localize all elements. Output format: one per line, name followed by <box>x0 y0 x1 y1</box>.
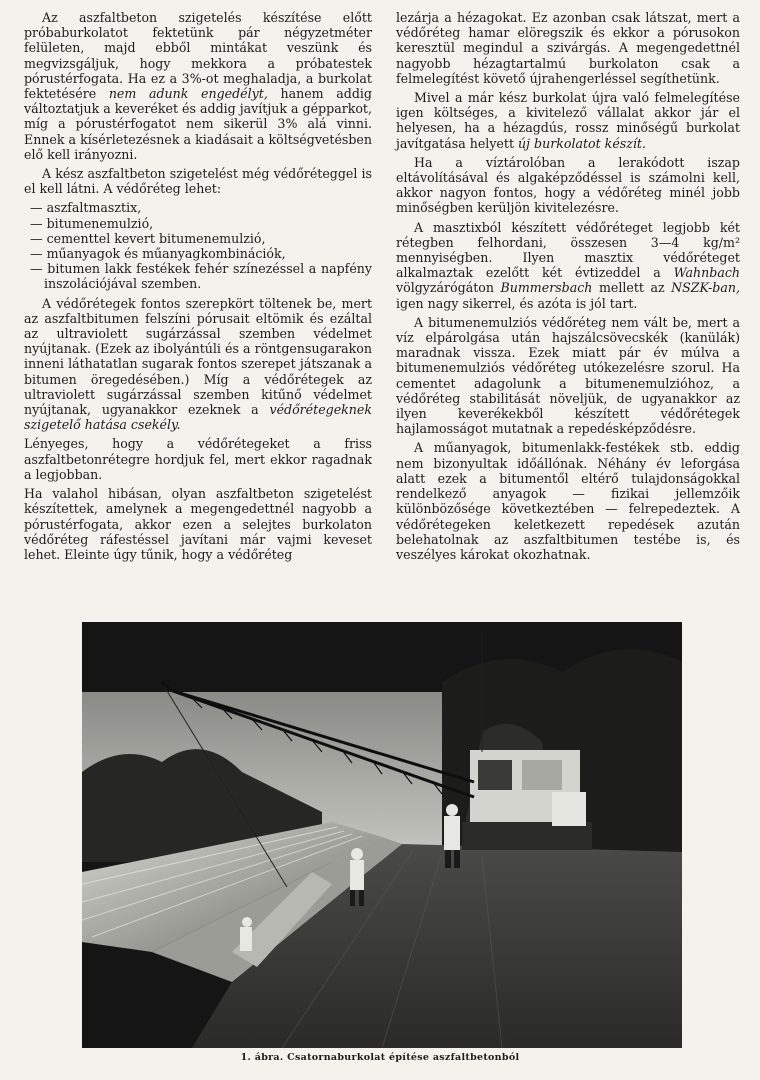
paragraph: Lényeges, hogy a védőrétegeket a friss aszfaltbetonrétegre hordjuk fel, mert ekkor ragadnak a legjobban. <box>24 436 372 482</box>
paragraph: Mivel a már kész burkolat újra való felmelegítése igen költséges, a kivitelező vállalat akkor jár el helyesen, ha a hézagdús, rossz minőségű burkolat javítgatása helyett új burkolatot készít. <box>396 90 740 151</box>
emphasis: NSZK-ban, <box>671 280 740 296</box>
paragraph: A bitumenemulziós védőréteg nem vált be, mert a víz elpárolgása után hajszálcsövecskék (kanülák) maradnak vissza. Ezek miatt pár év múlva a bitumenemulziós védőréteg utókezelésre szorul. Ha cementet adagolunk a bitumenemulzióhoz, a védőréteg stabilitását növeljük, de ugyanakkor az ilyen keverékekből készített védőrétegek hajlamosságot mutatnak a repedésképződésre. <box>396 314 740 437</box>
right-text-column <box>396 10 740 566</box>
paragraph: Ha valahol hibásan, olyan aszfaltbeton szigetelést készítettek, amelynek a megengedettnél nagyobb a pórustérfogata, akkor ezen a selejtes burkolaton védőréteg ráfestéssel javítani már vajmi keveset lehet. Eleinte úgy tűnik, hogy a védőréteg <box>24 486 372 562</box>
canal-construction-photo <box>82 622 682 1048</box>
list-item: — bitumenemulzió, <box>30 216 372 231</box>
emphasis: nem adunk engedélyt, <box>108 86 268 102</box>
left-text-column <box>24 10 372 566</box>
figure-caption: 1. ábra. Csatornaburkolat építése aszfaltbetonból <box>240 1052 520 1063</box>
paragraph: Ha a víztárolóban a lerakódott iszap eltávolításával és algaképződéssel is számolni kell, akkor nagyon fontos, hogy a védőréteg minél jobb minőségben kerüljön kivitelezésre. <box>396 154 740 216</box>
list-item: — bitumen lakk festékek fehér színezéssel a napfény inszolációjával szemben. <box>30 261 372 291</box>
paragraph: A kész aszfaltbeton szigetelést még védőréteggel is el kell látni. A védőréteg lehet: <box>24 166 372 197</box>
list-item: — műanyagok és műanyagkombinációk, <box>30 246 372 261</box>
photo-illustration <box>82 622 682 1048</box>
paragraph: A masztixból készített védőréteget legjobb két rétegben felhordani, összesen 3—4 kg/m² mennyiségben. Ilyen masztix védőréteget alkalmaztak ezelőtt két évtizeddel a Wahnbach völgyzárógáton Bummersbach mellett az NSZK-ban, igen nagy sikerrel, és azóta is jól tart. <box>396 219 740 311</box>
emphasis: új burkolatot készít. <box>518 135 646 151</box>
protective-layer-list <box>24 200 372 291</box>
paragraph: Az aszfaltbeton szigetelés készítése előtt próbaburkolatot fektetünk pár négyzetméter felületen, majd ebből mintákat veszünk és megvizsgáljuk, hogy mekkora a próbatestek pórustérfogata. Ha ez a 3%-ot meghaladja, a burkolat fektetésére nem adunk engedélyt, hanem addig változtatjuk a keveréket és addig javítjuk a gépparkot, míg a pórustérfogatot nem sikerül 3% alá vinni. Ennek a kísérletezésnek a kiadásait a költségvetésben elő kell irányozni. <box>24 10 372 162</box>
paragraph: A védőrétegek fontos szerepkört töltenek be, mert az aszfaltbitumen felszíni pórusait eltömik és ezáltal az ultraviolett sugárzással szemben védelmet nyújtanak. (Ezek az ibolyántúli és a röntgensugarakon inneni láthatatlan sugarak fontos szerepet játszanak a bitumen öregedésében.) Míg a védőrétegek az ultraviolett sugárzással szemben kitűnő védelmet nyújtanak, ugyanakkor ezeknek a védőrétegeknek szigetelő hatása csekély. <box>24 295 372 433</box>
list-item: — cementtel kevert bitumenemulzió, <box>30 231 372 246</box>
emphasis: védőrétegeknek szigetelő hatása csekély. <box>24 402 372 433</box>
emphasis: Bummersbach <box>500 280 593 296</box>
list-item: — aszfaltmasztix, <box>30 200 372 215</box>
emphasis: Wahnbach <box>673 265 740 281</box>
paragraph: lezárja a hézagokat. Ez azonban csak látszat, mert a védőréteg hamar elöregszik és ekkor a pórusokon keresztül megindul a szivárgás. A megengedettnél nagyobb hézagtartalmú burkolaton csak a felmelegítést követő újrahengerléssel segíthetünk. <box>396 10 740 86</box>
paragraph: A műanyagok, bitumenlakk-festékek stb. eddig nem bizonyultak időállónak. Néhány év leforgása alatt ezek a bitumentől eltérő tulajdonságokkal rendelkező anyagok — fizikai jellemzőik különbözősége következtében — felrepedeztek. A védőrétegeken keletkezett repedések azután belehatolnak az aszfaltbitumen testébe is, és veszélyes károkat okozhatnak. <box>396 440 740 562</box>
